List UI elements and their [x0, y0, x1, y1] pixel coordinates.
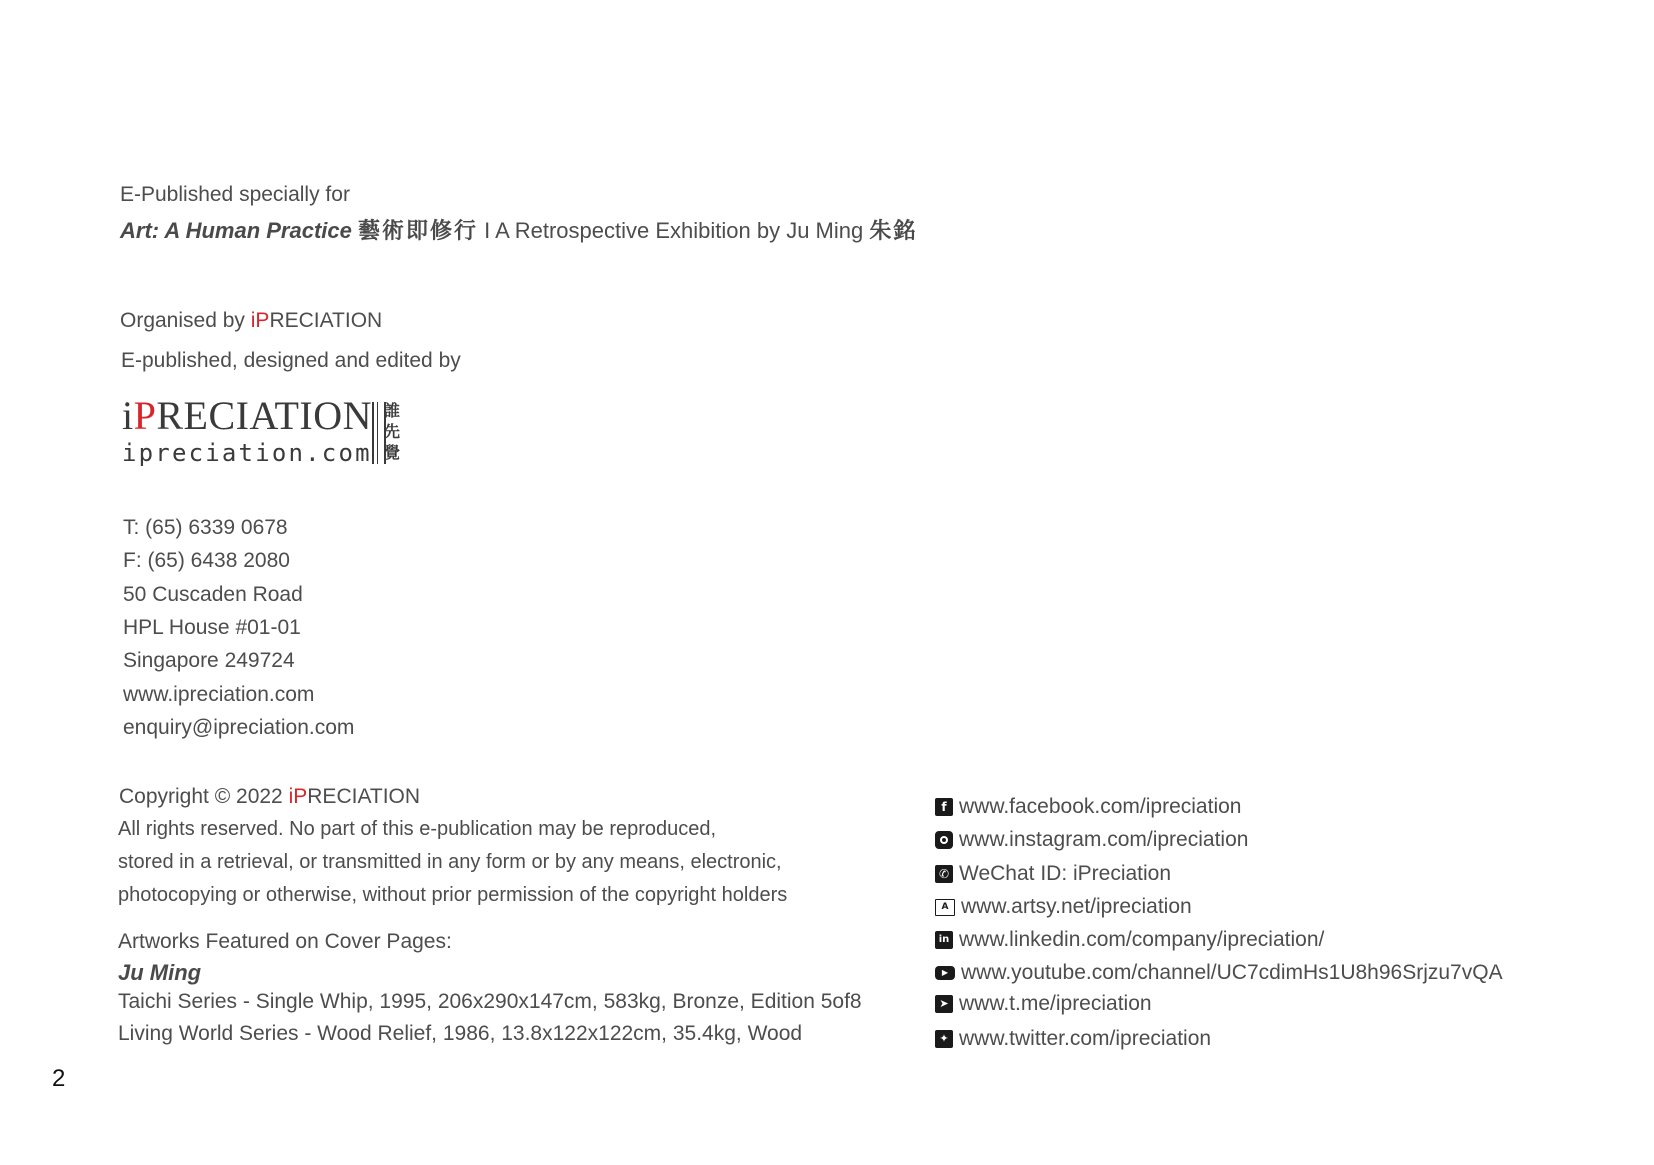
social-twitter[interactable] — [935, 1025, 1211, 1053]
credit-line: E-published, designed and edited by — [121, 349, 461, 372]
artist-name-cjk: 朱銘 — [869, 219, 918, 244]
contact-phone: T: (65) 6339 0678 — [123, 516, 288, 539]
social-linkedin-text: www.linkedin.com/company/ipreciation/ — [959, 928, 1325, 951]
social-facebook-text: www.facebook.com/ipreciation — [959, 795, 1242, 818]
artworks-artist: Ju Ming — [118, 960, 202, 985]
artsy-icon: A — [935, 899, 955, 916]
artwork-1: Taichi Series - Single Whip, 1995, 206x290x147cm, 583kg, Bronze, Edition 5of8 — [118, 990, 862, 1013]
social-wechat-text: WeChat ID: iPreciation — [959, 862, 1172, 885]
brand-rest: RECIATION — [269, 309, 383, 332]
brand-i: i — [250, 309, 256, 332]
contact-email[interactable]: enquiry@ipreciation.com — [123, 716, 355, 739]
exhibition-subtitle: A Retrospective Exhibition by Ju Ming — [495, 218, 864, 243]
logo-cjk: 誰先覺 — [384, 401, 401, 462]
logo-rest: RECIATION — [156, 393, 372, 438]
contact-address-line3: Singapore 249724 — [123, 649, 295, 672]
social-wechat[interactable] — [935, 860, 1171, 888]
social-telegram-text: www.t.me/ipreciation — [959, 992, 1152, 1015]
logo-domain: ipreciation.com — [122, 439, 372, 467]
artwork-2: Living World Series - Wood Relief, 1986, 13.8x122x122cm, 35.4kg, Wood — [118, 1022, 803, 1045]
social-instagram[interactable] — [935, 826, 1248, 854]
page-number: 2 — [52, 1065, 66, 1092]
organiser-line — [120, 309, 382, 333]
social-twitter-text: www.twitter.com/ipreciation — [959, 1027, 1212, 1050]
social-facebook[interactable] — [935, 793, 1241, 821]
copyright-brand-rest: RECIATION — [307, 785, 421, 808]
ipreciation-logo — [122, 393, 422, 468]
rights-line-2: stored in a retrieval, or transmitted in any form or by any means, electronic, — [118, 851, 782, 873]
social-artsy[interactable] — [935, 893, 1192, 921]
contact-address-line2: HPL House #01-01 — [123, 616, 301, 639]
copyright-brand-p: P — [293, 785, 308, 808]
youtube-icon: ▶ — [935, 966, 955, 980]
social-youtube-text: www.youtube.com/channel/UC7cdimHs1U8h96Srjzu7vQA — [961, 961, 1503, 984]
published-for-label: E-Published specially for — [120, 183, 350, 206]
organiser-prefix: Organised by — [120, 309, 251, 332]
social-telegram[interactable] — [935, 990, 1152, 1018]
exhibition-title-line — [120, 214, 917, 245]
wechat-icon: ✆ — [935, 865, 953, 883]
copyright-line — [119, 785, 420, 809]
social-linkedin[interactable] — [935, 926, 1324, 954]
social-instagram-text: www.instagram.com/ipreciation — [959, 828, 1249, 851]
social-youtube[interactable] — [935, 959, 1503, 987]
linkedin-icon: in — [935, 931, 953, 949]
facebook-icon: f — [935, 798, 953, 816]
brand-p: P — [255, 309, 270, 332]
social-artsy-text: www.artsy.net/ipreciation — [961, 895, 1192, 918]
logo-i: i — [122, 393, 134, 438]
title-separator: I — [484, 218, 491, 243]
logo-p: P — [133, 393, 157, 438]
exhibition-title: Art: A Human Practice — [120, 218, 352, 243]
artworks-heading: Artworks Featured on Cover Pages: — [118, 930, 452, 953]
contact-website[interactable]: www.ipreciation.com — [123, 683, 315, 706]
telegram-icon: ➤ — [935, 995, 953, 1013]
copyright-brand-i: i — [288, 785, 294, 808]
contact-fax: F: (65) 6438 2080 — [123, 549, 290, 572]
logo-wordmark — [122, 393, 372, 438]
twitter-icon: ✦ — [935, 1030, 953, 1048]
copyright-prefix: Copyright © 2022 — [119, 785, 289, 808]
rights-line-3: photocopying or otherwise, without prior permission of the copyright holders — [118, 884, 788, 906]
rights-line-1: All rights reserved. No part of this e-publication may be reproduced, — [118, 818, 717, 840]
instagram-icon — [935, 831, 953, 849]
exhibition-title-cjk: 藝術即修行 — [358, 219, 479, 244]
contact-address-line1: 50 Cuscaden Road — [123, 583, 303, 606]
